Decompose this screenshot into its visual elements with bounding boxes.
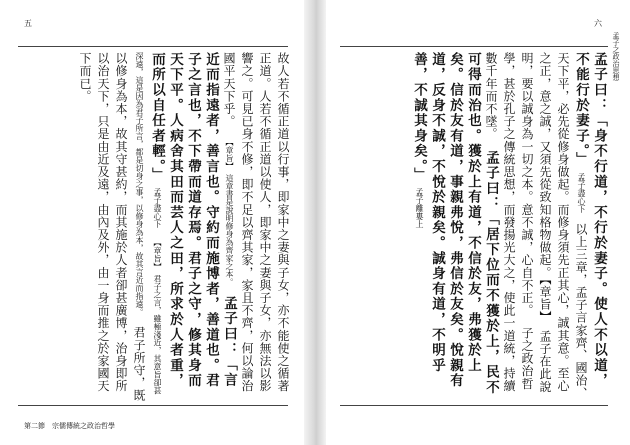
left-main-text: 孟子曰：「言近而指遠者，善言也。守約而施博者，善道也。君子之言也，不下帶而道存焉。君子之守，修其身而天下平。人病舍其田而芸人之田，所求於人者重，而所以自任者輕。」: [149, 52, 237, 389]
left-running-head: 第二節 宗儒傳統之政治哲學: [24, 422, 115, 430]
left-paragraph-1: 故人若不循正道以行事，即家中之妻與子女，亦不能使之循著正道。人若不循正道以使人，即家中之妻與子女，亦無法以影響之。可見已身不修，即不足以齊其家，家且不齊，何以論治國平天下乎。: [222, 52, 290, 393]
left-text-column: [22, 52, 292, 402]
right-section-two-note: 孟子離婁上: [415, 188, 424, 229]
bottom-rule: [340, 405, 608, 406]
bottom-rule: [18, 405, 288, 406]
book-gutter: [304, 0, 326, 445]
right-annotation: 孟子盡心下: [577, 172, 586, 213]
right-commentary: 以上三章，孟子言家齊、國治、天下平，必先從修身做起。而修身須先正其心，誠其意。至心之正，意之誠，又須先從致知格物做起。【章旨】 孟子在此說明，要以誠身為一切之本。意不誠，心自不正。: [520, 52, 588, 400]
left-chapter-note-1: 【章旨】 這章書是說明修身為齊家之本。: [225, 137, 234, 286]
right-page: [326, 0, 630, 445]
right-section-two: 孟子曰：「居下位而不獲於上，民不可得而治也。獲於上有道，不信於友，弗獲於上矣。信於友有道，事親弗悅，弗信於友矣。悅親有道，反身不誠，不悅於親矣。誠身有道，不明乎善，不誠其身矣。」: [411, 52, 499, 396]
left-commentary: 君子所守，既以修身為本，故其守甚約，而其施於人者卻甚廣博，治身即所以治天下，只是由近及遠，由內及外，由一身而推之於家國天下而已。: [78, 52, 146, 402]
left-page-number: 五: [24, 19, 32, 28]
top-rule: [18, 46, 288, 47]
left-annotation: 孟子盡心下: [153, 188, 162, 229]
top-rule: [340, 46, 608, 47]
left-page: [0, 0, 304, 445]
right-page-number: 六: [594, 19, 602, 28]
right-running-head: 孟子之政治思想: [612, 32, 620, 81]
right-closing: 子之政治哲學，甚於孔子之傳統思想，而發揚光大之，使此一道統，持續數千年而不墜。: [484, 52, 534, 393]
left-chapter-note-2: 【章旨】 君子之言，雖極淺近，其意旨卻甚深遠，這是因為君子所言，都是切身之事，以修身為本，故其言近而指遠。: [135, 52, 162, 395]
right-main-text: 孟子曰：「身不行道，不行於妻子。使人不以道，不能行於妻子。」: [573, 52, 607, 389]
right-text-column: [342, 52, 608, 402]
